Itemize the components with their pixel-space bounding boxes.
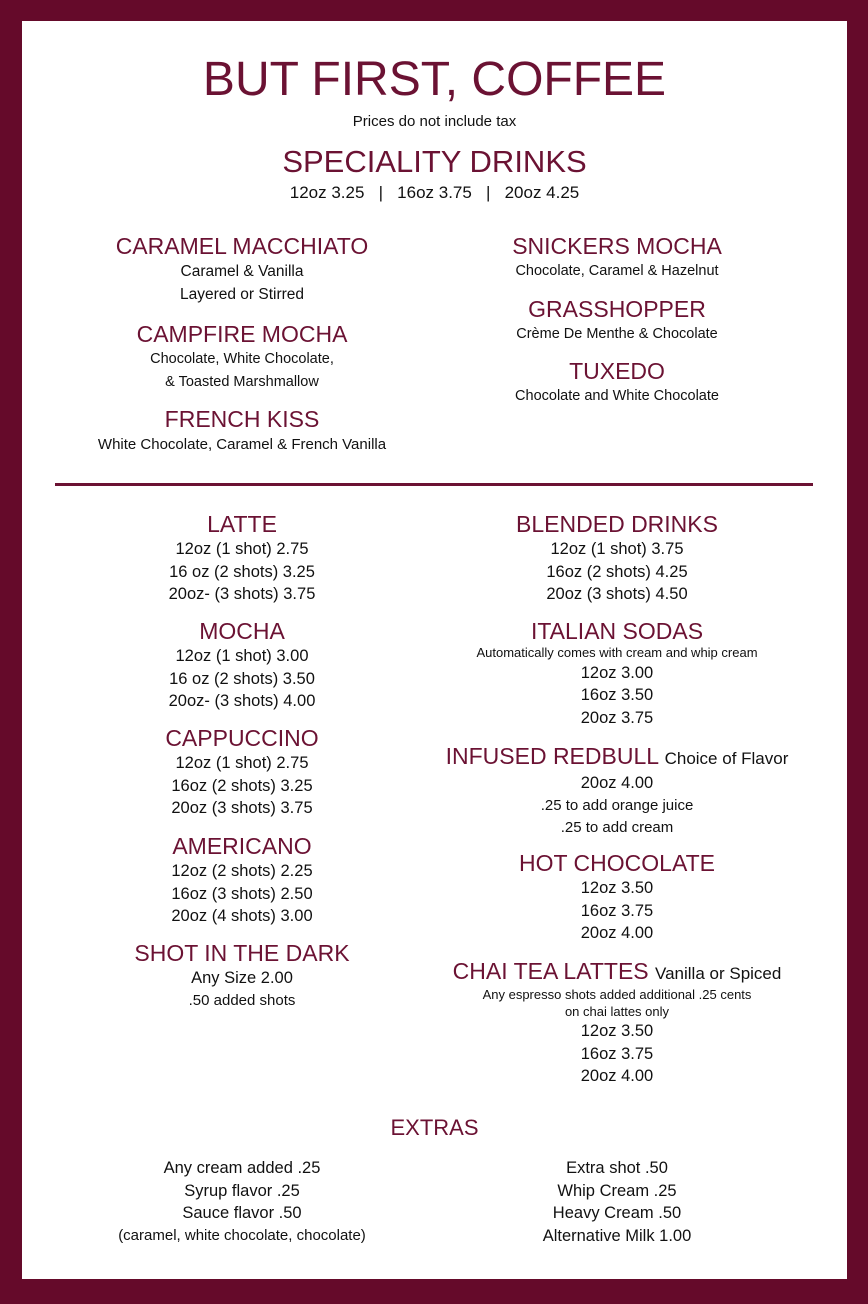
extra-line: Whip Cream .25 <box>557 1181 677 1200</box>
menu-item <box>82 511 402 606</box>
tax-note: Prices do not include tax <box>352 113 517 130</box>
item-desc: Caramel & Vanilla <box>180 263 304 280</box>
item-desc: Chocolate and White Chocolate <box>515 388 719 404</box>
item-desc: White Chocolate, Caramel & French Vanilla <box>97 436 387 453</box>
price-line: 12oz (1 shot) 2.75 <box>175 754 309 772</box>
menu-item <box>437 296 797 346</box>
price-line: .25 to add orange juice <box>540 796 694 814</box>
menu-item <box>62 321 422 393</box>
specialty-sizes: 12oz 3.25 | 16oz 3.75 | 20oz 4.25 <box>289 183 580 202</box>
price-line: 12oz 3.50 <box>580 879 654 897</box>
menu-item <box>82 833 402 928</box>
extra-line: Sauce flavor .50 <box>182 1204 302 1222</box>
menu-item <box>432 743 802 840</box>
menu-item <box>432 958 802 1088</box>
item-note: Automatically comes with cream and whip cream <box>476 645 758 660</box>
price-line: 12oz 3.00 <box>580 663 654 682</box>
item-name: BLENDED DRINKS <box>516 511 718 537</box>
price-line: .25 to add cream <box>560 819 674 836</box>
item-name-text: CHAI TEA LATTES <box>452 958 649 984</box>
extras-right-column <box>437 1157 797 1247</box>
item-name-text: INFUSED REDBULL <box>445 743 659 769</box>
item-name: SNICKERS MOCHA <box>512 233 722 259</box>
item-desc: Chocolate, White Chocolate, <box>150 351 334 367</box>
item-name: MOCHA <box>199 618 285 644</box>
item-desc: Crème De Menthe & Chocolate <box>516 326 718 342</box>
price-line: 16oz (2 shots) 3.25 <box>171 776 313 795</box>
price-line: 12oz (1 shot) 3.75 <box>550 540 684 558</box>
item-desc: & Toasted Marshmallow <box>165 373 319 390</box>
item-name <box>432 743 802 772</box>
item-desc: Layered or Stirred <box>179 286 305 303</box>
menu-page <box>22 21 847 1279</box>
price-line: 20oz 3.75 <box>580 708 654 727</box>
item-name: CAMPFIRE MOCHA <box>136 321 348 347</box>
item-name: AMERICANO <box>172 833 312 859</box>
price-line: 20oz (4 shots) 3.00 <box>171 907 313 925</box>
item-name: CAPPUCCINO <box>165 725 319 751</box>
section-divider <box>55 483 813 486</box>
price-line: 16 oz (2 shots) 3.25 <box>169 562 315 581</box>
extra-line: Heavy Cream .50 <box>552 1204 682 1222</box>
price-line: 20oz 4.00 <box>580 774 654 792</box>
price-line: 12oz (2 shots) 2.25 <box>171 862 313 880</box>
item-name: TUXEDO <box>569 358 665 384</box>
price-line: 12oz (1 shot) 3.00 <box>175 647 309 665</box>
menu-item <box>62 406 422 456</box>
item-name: LATTE <box>207 511 277 537</box>
menu-item <box>82 940 402 1012</box>
price-line: .50 added shots <box>188 991 296 1009</box>
extra-line: (caramel, white chocolate, chocolate) <box>118 1226 366 1244</box>
menu-item <box>437 233 797 283</box>
item-name: SHOT IN THE DARK <box>134 940 350 966</box>
menu-title: BUT FIRST, COFFEE <box>202 53 667 106</box>
menu-item <box>82 725 402 820</box>
price-line: Any Size 2.00 <box>191 969 293 987</box>
item-name: ITALIAN SODAS <box>530 618 704 644</box>
menu-item <box>432 850 802 945</box>
item-desc: Chocolate, Caramel & Hazelnut <box>515 263 719 279</box>
price-line: 20oz (3 shots) 3.75 <box>171 799 313 817</box>
item-name: CARAMEL MACCHIATO <box>115 233 369 259</box>
item-name-suffix: Vanilla or Spiced <box>655 964 782 983</box>
extra-line: Syrup flavor .25 <box>184 1181 300 1200</box>
extra-line: Alternative Milk 1.00 <box>542 1226 692 1245</box>
item-name: HOT CHOCOLATE <box>519 850 715 876</box>
price-line: 16oz (2 shots) 4.25 <box>546 562 688 581</box>
item-name: GRASSHOPPER <box>528 296 706 322</box>
extras-left-column <box>62 1157 422 1247</box>
menu-item <box>432 618 802 729</box>
menu-item <box>437 358 797 408</box>
item-name-suffix: Choice of Flavor <box>664 749 789 768</box>
item-name <box>432 958 802 987</box>
price-line: 16oz 3.50 <box>580 686 654 704</box>
item-note: on chai lattes only <box>564 1003 670 1019</box>
price-line: 12oz (1 shot) 2.75 <box>175 540 309 558</box>
extras-heading: EXTRAS <box>390 1115 479 1140</box>
menu-item <box>62 233 422 306</box>
price-line: 20oz 4.00 <box>580 1067 654 1085</box>
price-line: 16oz 3.75 <box>580 901 654 920</box>
price-line: 20oz- (3 shots) 4.00 <box>168 692 316 710</box>
item-note: Any espresso shots added additional .25 cents <box>482 987 752 1002</box>
extra-line: Extra shot .50 <box>566 1159 668 1177</box>
price-line: 20oz (3 shots) 4.50 <box>546 585 688 603</box>
price-line: 12oz 3.50 <box>580 1022 654 1040</box>
menu-item <box>432 511 802 606</box>
price-line: 16oz 3.75 <box>580 1044 654 1063</box>
item-name: FRENCH KISS <box>164 406 320 432</box>
extra-line: Any cream added .25 <box>163 1159 321 1177</box>
price-line: 20oz- (3 shots) 3.75 <box>168 585 316 603</box>
specialty-heading: SPECIALITY DRINKS <box>282 144 587 179</box>
menu-item <box>82 618 402 713</box>
price-line: 16oz (3 shots) 2.50 <box>171 884 313 903</box>
price-line: 20oz 4.00 <box>580 924 654 942</box>
price-line: 16 oz (2 shots) 3.50 <box>169 669 315 688</box>
